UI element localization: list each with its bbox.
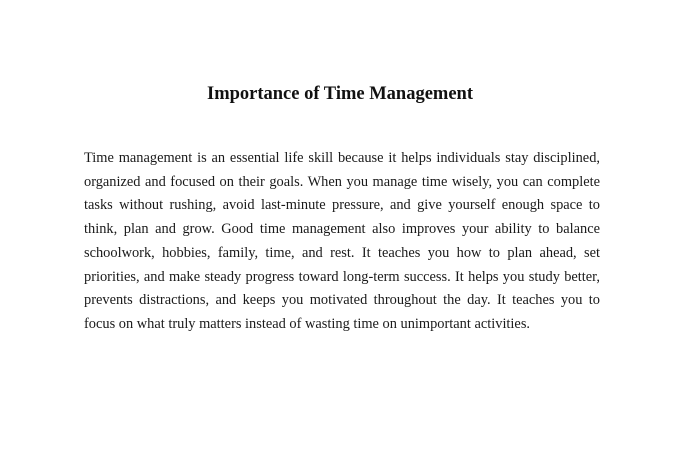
- document-title: Importance of Time Management: [207, 84, 473, 104]
- body-paragraph: Time management is an essential life skill because it helps individuals stay disciplined, organized and focused on their goals. When you manage time wisely, you can complete tasks without rushing, avoid last-minute pressure, and give yourself enough space to think, plan and grow. Good time management also improves your ability to balance schoolwork, hobbies, family, time, and rest. It teaches you how to plan ahead, set priorities, and make steady progress toward long-term success. It helps you study better, prevents distractions, and keeps you motivated throughout the day. It teaches you to focus on what truly matters instead of wasting time on unimportant activities.: [84, 150, 600, 332]
